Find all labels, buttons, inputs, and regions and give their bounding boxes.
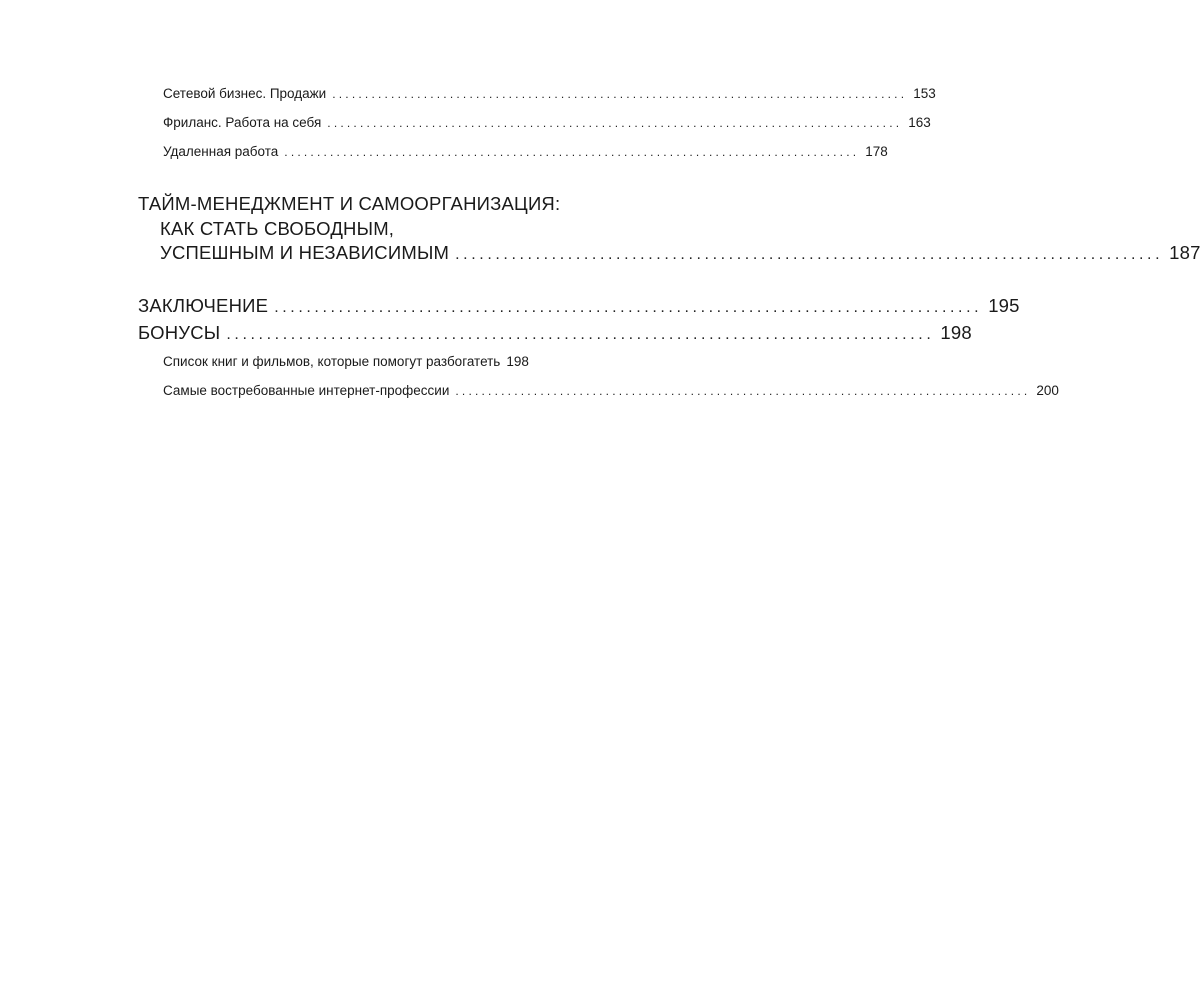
toc-entry-conclusion xyxy=(138,295,1020,317)
toc-entry-page: 200 xyxy=(1036,383,1059,398)
dot-leader: ........................................................................................ xyxy=(274,299,983,316)
toc-chapter-title-line3: УСПЕШНЫМ И НЕЗАВИСИМЫМ xyxy=(160,242,450,263)
toc-entry-page: 178 xyxy=(865,144,888,159)
toc-entry-page: 198 xyxy=(940,322,972,343)
toc-entry-title: БОНУСЫ xyxy=(138,322,221,343)
dot-leader: ........................................................................................ xyxy=(284,145,860,159)
toc-entry-bonuses xyxy=(138,322,972,344)
dot-leader: ........................................................................................ xyxy=(332,87,908,101)
toc-entry-title: Список книг и фильмов, которые помогут разбогатеть xyxy=(163,354,501,369)
toc-entry-network-business xyxy=(163,86,936,101)
toc-chapter-title-line2: КАК СТАТЬ СВОБОДНЫМ, xyxy=(160,218,395,239)
toc-entry-page: 187 xyxy=(1169,242,1201,263)
toc-entry-title: ЗАКЛЮЧЕНИЕ xyxy=(138,295,269,316)
dot-leader: ........................................................................................ xyxy=(327,116,903,130)
toc-entry-freelance xyxy=(163,115,931,130)
toc-entry-page: 195 xyxy=(988,295,1020,316)
dot-leader: ........................................................................................ xyxy=(455,246,1164,263)
dot-leader: ........................................................................................ xyxy=(455,384,1031,398)
toc-entry-title: Сетевой бизнес. Продажи xyxy=(163,86,327,101)
toc-entry-title: Удаленная работа xyxy=(163,144,279,159)
toc-entry-title: Самые востребованные интернет-профессии xyxy=(163,383,450,398)
toc-entry-books-films xyxy=(163,354,548,369)
toc-entry-remote-work xyxy=(163,144,888,159)
dot-leader: ........................................................................................ xyxy=(226,326,935,343)
toc-entry-page: 198 xyxy=(506,354,529,369)
toc-entry-title: Фриланс. Работа на себя xyxy=(163,115,322,130)
toc-entry-time-management xyxy=(160,242,1201,264)
toc-chapter-title-line1: ТАЙМ-МЕНЕДЖМЕНТ И САМООРГАНИЗАЦИЯ: xyxy=(138,193,561,214)
toc-entry-internet-professions xyxy=(163,383,1059,398)
toc-entry-page: 163 xyxy=(908,115,931,130)
toc-entry-page: 153 xyxy=(913,86,936,101)
